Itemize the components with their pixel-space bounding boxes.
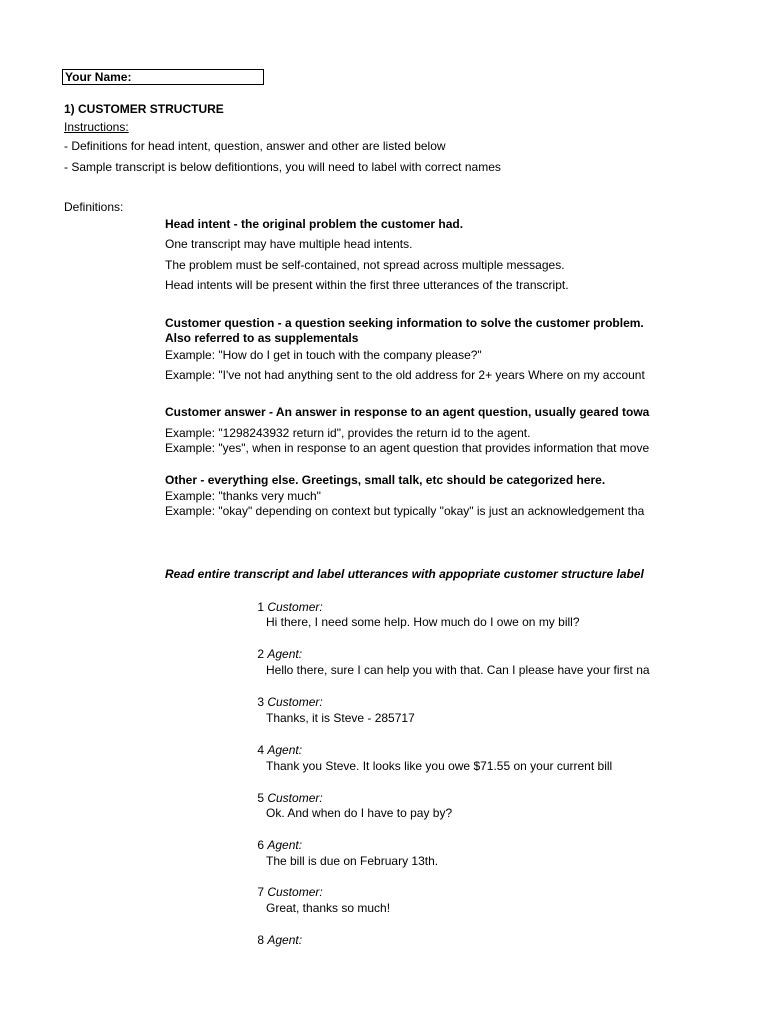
customer-question-title: Customer question	[165, 316, 275, 330]
utterance-speaker: Agent:	[267, 933, 303, 947]
utterance-speaker: Customer:	[267, 885, 323, 899]
your-name-label: Your Name:	[65, 70, 132, 84]
utterance-speaker: Agent:	[267, 743, 303, 757]
utterance-text: Thank you Steve. It looks like you owe $71.55 on your current bill	[266, 759, 613, 773]
utterance-speaker: Agent:	[267, 647, 303, 661]
customer-question-example: Example: "I've not had anything sent to the old address for 2+ years Where on my account	[165, 368, 645, 382]
utterance-text: Thanks, it is Steve - 285717	[266, 711, 415, 725]
other-heading	[165, 473, 605, 488]
section-heading: 1) CUSTOMER STRUCTURE	[64, 102, 224, 116]
utterance-text: Ok. And when do I have to pay by?	[266, 806, 453, 820]
utterance-text: Hello there, sure I can help you with that. Can I please have your first na	[266, 663, 650, 677]
utterance-speaker: Agent:	[267, 838, 303, 852]
utterance-number: 7	[257, 885, 264, 899]
customer-answer-example: Example: "yes", when in response to an agent question that provides information that move	[165, 441, 650, 455]
instruction-line: - Sample transcript is below defitiontions, you will need to label with correct names	[64, 160, 501, 174]
utterance-speaker: Customer:	[267, 600, 323, 614]
head-intent-line: The problem must be self-contained, not spread across multiple messages.	[165, 258, 565, 272]
utterance-header	[256, 600, 323, 615]
utterance-speaker: Customer:	[267, 791, 323, 805]
head-intent-dash: -	[230, 217, 242, 231]
utterance-number: 6	[257, 838, 264, 852]
utterance-header	[256, 647, 302, 662]
head-intent-title: Head intent	[165, 217, 231, 231]
utterance-header	[256, 933, 302, 948]
head-intent-heading	[165, 217, 463, 232]
other-title: Other	[165, 473, 198, 487]
other-dash: -	[197, 473, 208, 487]
utterance-speaker: Customer:	[267, 695, 323, 709]
customer-answer-example: Example: "1298243932 return id", provides the return id to the agent.	[165, 426, 531, 440]
customer-answer-dash: -	[265, 405, 276, 419]
head-intent-line: One transcript may have multiple head intents.	[165, 237, 413, 251]
utterance-number: 4	[257, 743, 264, 757]
customer-question-example: Example: "How do I get in touch with the company please?"	[165, 348, 482, 362]
utterance-header	[256, 838, 302, 853]
utterance-header	[256, 791, 323, 806]
instruction-line: - Definitions for head intent, question, answer and other are listed below	[64, 139, 446, 153]
utterance-text: Great, thanks so much!	[266, 901, 391, 915]
utterance-number: 8	[257, 933, 264, 947]
other-description: everything else. Greetings, small talk, etc should be categorized here.	[207, 473, 606, 487]
utterance-number: 5	[257, 791, 264, 805]
customer-question-heading	[165, 316, 668, 331]
other-example: Example: "thanks very much"	[165, 489, 321, 503]
customer-question-supplementals: Also referred to as supplementals	[165, 331, 359, 345]
customer-answer-description: An answer in response to an agent question, usually geared towa	[275, 405, 650, 419]
customer-question-description: a question seeking information to solve the customer problem.	[285, 316, 644, 330]
instructions-label: Instructions:	[64, 120, 129, 134]
utterance-number: 3	[257, 695, 264, 709]
utterance-text: Hi there, I need some help. How much do I owe on my bill?	[266, 615, 580, 629]
utterance-number: 1	[257, 600, 264, 614]
your-name-field[interactable]	[62, 69, 264, 85]
utterance-header	[256, 885, 323, 900]
definitions-label: Definitions:	[64, 200, 124, 214]
head-intent-line: Head intents will be present within the first three utterances of the transcript.	[165, 278, 569, 292]
utterance-text: The bill is due on February 13th.	[266, 854, 439, 868]
customer-answer-heading	[165, 405, 668, 420]
head-intent-description: the original problem the customer had.	[241, 217, 464, 231]
other-example: Example: "okay" depending on context but typically "okay" is just an acknowledgement tha	[165, 504, 645, 518]
customer-question-dash: -	[274, 316, 286, 330]
transcript-instruction: Read entire transcript and label utterances with appopriate customer structure label	[165, 567, 644, 581]
utterance-header	[256, 743, 302, 758]
utterance-number: 2	[257, 647, 264, 661]
utterance-header	[256, 695, 323, 710]
customer-answer-title: Customer answer	[165, 405, 266, 419]
